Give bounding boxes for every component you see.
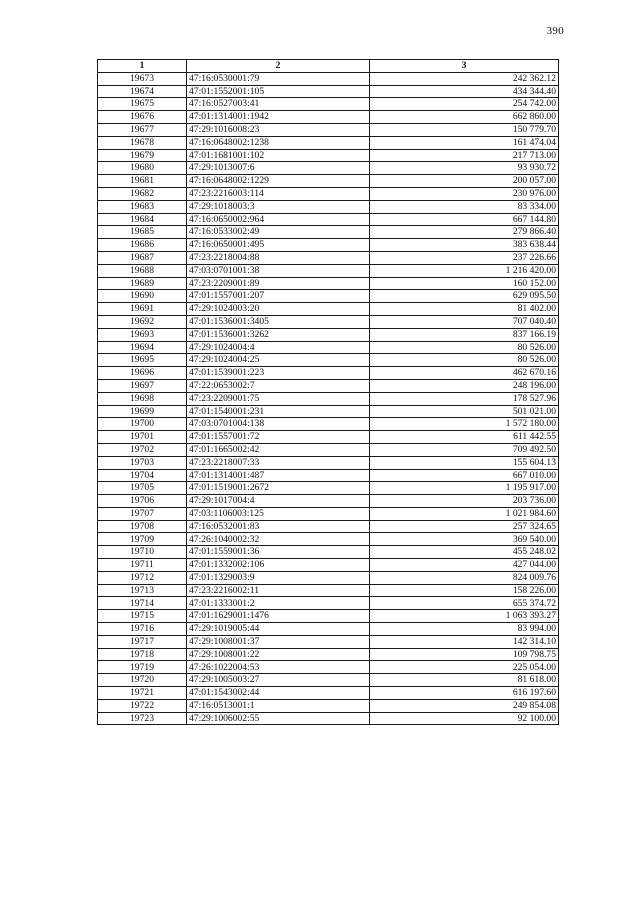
- cadastral-number-cell: 47:29:1013007:6: [187, 162, 370, 175]
- row-number-cell: 19684: [98, 213, 187, 226]
- row-number-cell: 19685: [98, 226, 187, 239]
- table-row: [98, 495, 559, 508]
- table-row: [98, 175, 559, 188]
- value-cell: 200 057.00: [370, 175, 559, 188]
- value-cell: 1 195 917.00: [370, 482, 559, 495]
- row-number-cell: 19690: [98, 290, 187, 303]
- row-number-cell: 19680: [98, 162, 187, 175]
- cadastral-number-cell: 47:29:1016008:23: [187, 123, 370, 136]
- row-number-cell: 19677: [98, 123, 187, 136]
- cadastral-number-cell: 47:29:1024004:25: [187, 354, 370, 367]
- value-cell: 667 144.80: [370, 213, 559, 226]
- value-cell: 501 021.00: [370, 405, 559, 418]
- cadastral-number-cell: 47:23:2218004:88: [187, 251, 370, 264]
- row-number-cell: 19707: [98, 507, 187, 520]
- column-header-2: 2: [187, 60, 370, 73]
- table-row: [98, 418, 559, 431]
- cadastral-number-cell: 47:01:1665002:42: [187, 443, 370, 456]
- value-cell: 254 742.00: [370, 98, 559, 111]
- row-number-cell: 19681: [98, 175, 187, 188]
- table-row: [98, 687, 559, 700]
- row-number-cell: 19674: [98, 85, 187, 98]
- cadastral-number-cell: 47:01:1332002:106: [187, 559, 370, 572]
- cadastral-number-cell: 47:22:0653002:7: [187, 379, 370, 392]
- table-row: [98, 226, 559, 239]
- row-number-cell: 19698: [98, 392, 187, 405]
- row-number-cell: 19705: [98, 482, 187, 495]
- value-cell: 160 152.00: [370, 277, 559, 290]
- cadastral-number-cell: 47:16:0648002:1229: [187, 175, 370, 188]
- value-cell: 455 248.02: [370, 546, 559, 559]
- row-number-cell: 19692: [98, 315, 187, 328]
- row-number-cell: 19718: [98, 648, 187, 661]
- row-number-cell: 19679: [98, 149, 187, 162]
- value-cell: 158 226.00: [370, 584, 559, 597]
- value-cell: 629 095.50: [370, 290, 559, 303]
- table-row: [98, 379, 559, 392]
- table-row: [98, 482, 559, 495]
- row-number-cell: 19675: [98, 98, 187, 111]
- table-row: [98, 367, 559, 380]
- table-row: [98, 239, 559, 252]
- table-row: [98, 546, 559, 559]
- row-number-cell: 19695: [98, 354, 187, 367]
- cadastral-number-cell: 47:01:1681001:102: [187, 149, 370, 162]
- table-row: [98, 443, 559, 456]
- cadastral-number-cell: 47:01:1539001:223: [187, 367, 370, 380]
- table-row: [98, 149, 559, 162]
- table-row: [98, 111, 559, 124]
- value-cell: 662 860.00: [370, 111, 559, 124]
- table-row: [98, 405, 559, 418]
- row-number-cell: 19687: [98, 251, 187, 264]
- cadastral-number-cell: 47:01:1519001:2672: [187, 482, 370, 495]
- cadastral-number-cell: 47:29:1018003:3: [187, 200, 370, 213]
- value-cell: 80 526.00: [370, 354, 559, 367]
- row-number-cell: 19709: [98, 533, 187, 546]
- value-cell: 709 492.50: [370, 443, 559, 456]
- table-row: [98, 571, 559, 584]
- cadastral-number-cell: 47:01:1314001:1942: [187, 111, 370, 124]
- row-number-cell: 19686: [98, 239, 187, 252]
- cadastral-number-cell: 47:16:0648002:1238: [187, 136, 370, 149]
- row-number-cell: 19711: [98, 559, 187, 572]
- table-row: [98, 520, 559, 533]
- cadastral-number-cell: 47:01:1629001:1476: [187, 610, 370, 623]
- cadastral-number-cell: 47:03:1106003:125: [187, 507, 370, 520]
- table-row: [98, 661, 559, 674]
- table-row: [98, 328, 559, 341]
- table-row: [98, 290, 559, 303]
- value-cell: 155 604.13: [370, 456, 559, 469]
- table-row: [98, 264, 559, 277]
- row-number-cell: 19696: [98, 367, 187, 380]
- cadastral-number-cell: 47:29:1017004:4: [187, 495, 370, 508]
- cadastral-number-cell: 47:26:1040002:32: [187, 533, 370, 546]
- value-cell: 92 100.00: [370, 712, 559, 725]
- cadastral-number-cell: 47:01:1536001:3262: [187, 328, 370, 341]
- table-row: [98, 623, 559, 636]
- value-cell: 81 618.00: [370, 674, 559, 687]
- value-cell: 109 798.75: [370, 648, 559, 661]
- row-number-cell: 19694: [98, 341, 187, 354]
- table-row: [98, 635, 559, 648]
- cadastral-number-cell: 47:16:0650001:495: [187, 239, 370, 252]
- cadastral-number-cell: 47:23:2216003:114: [187, 187, 370, 200]
- cadastral-number-cell: 47:01:1557001:72: [187, 431, 370, 444]
- value-cell: 824 009.76: [370, 571, 559, 584]
- value-cell: 242 362.12: [370, 72, 559, 85]
- value-cell: 150 779.70: [370, 123, 559, 136]
- row-number-cell: 19722: [98, 699, 187, 712]
- column-header-1: 1: [98, 60, 187, 73]
- value-cell: 369 540.00: [370, 533, 559, 546]
- table-row: [98, 507, 559, 520]
- table-row: [98, 610, 559, 623]
- row-number-cell: 19701: [98, 431, 187, 444]
- table-row: [98, 123, 559, 136]
- table-row: [98, 341, 559, 354]
- cadastral-number-cell: 47:03:0701004:138: [187, 418, 370, 431]
- cadastral-number-cell: 47:01:1540001:231: [187, 405, 370, 418]
- registry-table: [97, 59, 559, 725]
- value-cell: 611 442.55: [370, 431, 559, 444]
- value-cell: 237 226.66: [370, 251, 559, 264]
- row-number-cell: 19700: [98, 418, 187, 431]
- cadastral-number-cell: 47:01:1536001:3405: [187, 315, 370, 328]
- cadastral-number-cell: 47:29:1024003:20: [187, 303, 370, 316]
- value-cell: 83 994.00: [370, 623, 559, 636]
- cadastral-number-cell: 47:16:0527003:41: [187, 98, 370, 111]
- cadastral-number-cell: 47:29:1024004:4: [187, 341, 370, 354]
- table-row: [98, 648, 559, 661]
- row-number-cell: 19716: [98, 623, 187, 636]
- table-row: [98, 699, 559, 712]
- table-row: [98, 213, 559, 226]
- value-cell: 225 054.00: [370, 661, 559, 674]
- value-cell: 707 040.40: [370, 315, 559, 328]
- row-number-cell: 19721: [98, 687, 187, 700]
- value-cell: 427 044.00: [370, 559, 559, 572]
- value-cell: 248 196.00: [370, 379, 559, 392]
- cadastral-number-cell: 47:23:2209001:89: [187, 277, 370, 290]
- cadastral-number-cell: 47:01:1314001:487: [187, 469, 370, 482]
- table-header: [98, 60, 559, 73]
- cadastral-number-cell: 47:29:1005003:27: [187, 674, 370, 687]
- table-row: [98, 354, 559, 367]
- cadastral-number-cell: 47:16:0650002:964: [187, 213, 370, 226]
- table-row: [98, 712, 559, 725]
- row-number-cell: 19683: [98, 200, 187, 213]
- cadastral-number-cell: 47:16:0533002:49: [187, 226, 370, 239]
- row-number-cell: 19708: [98, 520, 187, 533]
- value-cell: 83 334.00: [370, 200, 559, 213]
- row-number-cell: 19699: [98, 405, 187, 418]
- row-number-cell: 19691: [98, 303, 187, 316]
- table-row: [98, 85, 559, 98]
- cadastral-number-cell: 47:29:1008001:37: [187, 635, 370, 648]
- row-number-cell: 19714: [98, 597, 187, 610]
- value-cell: 1 021 984.60: [370, 507, 559, 520]
- value-cell: 178 527.96: [370, 392, 559, 405]
- row-number-cell: 19688: [98, 264, 187, 277]
- table-row: [98, 597, 559, 610]
- cadastral-number-cell: 47:29:1006002:55: [187, 712, 370, 725]
- value-cell: 161 474.04: [370, 136, 559, 149]
- table-row: [98, 251, 559, 264]
- header-row: [98, 60, 559, 73]
- value-cell: 462 670.16: [370, 367, 559, 380]
- table-row: [98, 98, 559, 111]
- row-number-cell: 19710: [98, 546, 187, 559]
- cadastral-number-cell: 47:01:1333001:2: [187, 597, 370, 610]
- value-cell: 616 197.60: [370, 687, 559, 700]
- table-row: [98, 584, 559, 597]
- row-number-cell: 19715: [98, 610, 187, 623]
- table-row: [98, 136, 559, 149]
- cadastral-number-cell: 47:16:0530001:79: [187, 72, 370, 85]
- value-cell: 1 063 393.27: [370, 610, 559, 623]
- row-number-cell: 19682: [98, 187, 187, 200]
- row-number-cell: 19703: [98, 456, 187, 469]
- table-row: [98, 456, 559, 469]
- row-number-cell: 19676: [98, 111, 187, 124]
- row-number-cell: 19713: [98, 584, 187, 597]
- value-cell: 837 166.19: [370, 328, 559, 341]
- value-cell: 80 526.00: [370, 341, 559, 354]
- cadastral-number-cell: 47:26:1022004:53: [187, 661, 370, 674]
- cadastral-number-cell: 47:16:0513001:1: [187, 699, 370, 712]
- row-number-cell: 19689: [98, 277, 187, 290]
- row-number-cell: 19712: [98, 571, 187, 584]
- cadastral-number-cell: 47:01:1559001:36: [187, 546, 370, 559]
- cadastral-number-cell: 47:16:0532001:83: [187, 520, 370, 533]
- table-body: [98, 72, 559, 725]
- value-cell: 93 930.72: [370, 162, 559, 175]
- cadastral-number-cell: 47:29:1019005:44: [187, 623, 370, 636]
- value-cell: 81 402.00: [370, 303, 559, 316]
- cadastral-number-cell: 47:01:1329003:9: [187, 571, 370, 584]
- cadastral-number-cell: 47:01:1557001:207: [187, 290, 370, 303]
- page-number: 390: [546, 25, 564, 37]
- table-row: [98, 277, 559, 290]
- column-header-3: 3: [370, 60, 559, 73]
- table-row: [98, 162, 559, 175]
- row-number-cell: 19673: [98, 72, 187, 85]
- table-row: [98, 72, 559, 85]
- row-number-cell: 19719: [98, 661, 187, 674]
- table-row: [98, 469, 559, 482]
- value-cell: 217 713.00: [370, 149, 559, 162]
- value-cell: 230 976.00: [370, 187, 559, 200]
- cadastral-number-cell: 47:23:2218007:33: [187, 456, 370, 469]
- value-cell: 257 324.65: [370, 520, 559, 533]
- row-number-cell: 19678: [98, 136, 187, 149]
- value-cell: 655 374.72: [370, 597, 559, 610]
- cadastral-number-cell: 47:29:1008001:22: [187, 648, 370, 661]
- cadastral-number-cell: 47:01:1543002:44: [187, 687, 370, 700]
- value-cell: 249 854.08: [370, 699, 559, 712]
- row-number-cell: 19702: [98, 443, 187, 456]
- table-row: [98, 187, 559, 200]
- table-row: [98, 392, 559, 405]
- row-number-cell: 19693: [98, 328, 187, 341]
- value-cell: 434 344.40: [370, 85, 559, 98]
- value-cell: 203 736.00: [370, 495, 559, 508]
- value-cell: 142 314.10: [370, 635, 559, 648]
- table-row: [98, 533, 559, 546]
- row-number-cell: 19697: [98, 379, 187, 392]
- row-number-cell: 19706: [98, 495, 187, 508]
- table-row: [98, 315, 559, 328]
- row-number-cell: 19723: [98, 712, 187, 725]
- cadastral-number-cell: 47:23:2216002:11: [187, 584, 370, 597]
- table-row: [98, 559, 559, 572]
- table-row: [98, 674, 559, 687]
- cadastral-number-cell: 47:03:0701001:38: [187, 264, 370, 277]
- row-number-cell: 19704: [98, 469, 187, 482]
- value-cell: 383 638.44: [370, 239, 559, 252]
- row-number-cell: 19717: [98, 635, 187, 648]
- table-row: [98, 303, 559, 316]
- value-cell: 667 010.00: [370, 469, 559, 482]
- value-cell: 1 216 420.00: [370, 264, 559, 277]
- row-number-cell: 19720: [98, 674, 187, 687]
- value-cell: 1 572 180.00: [370, 418, 559, 431]
- value-cell: 279 866.40: [370, 226, 559, 239]
- cadastral-number-cell: 47:23:2209001:75: [187, 392, 370, 405]
- table-row: [98, 200, 559, 213]
- cadastral-number-cell: 47:01:1552001:105: [187, 85, 370, 98]
- table-row: [98, 431, 559, 444]
